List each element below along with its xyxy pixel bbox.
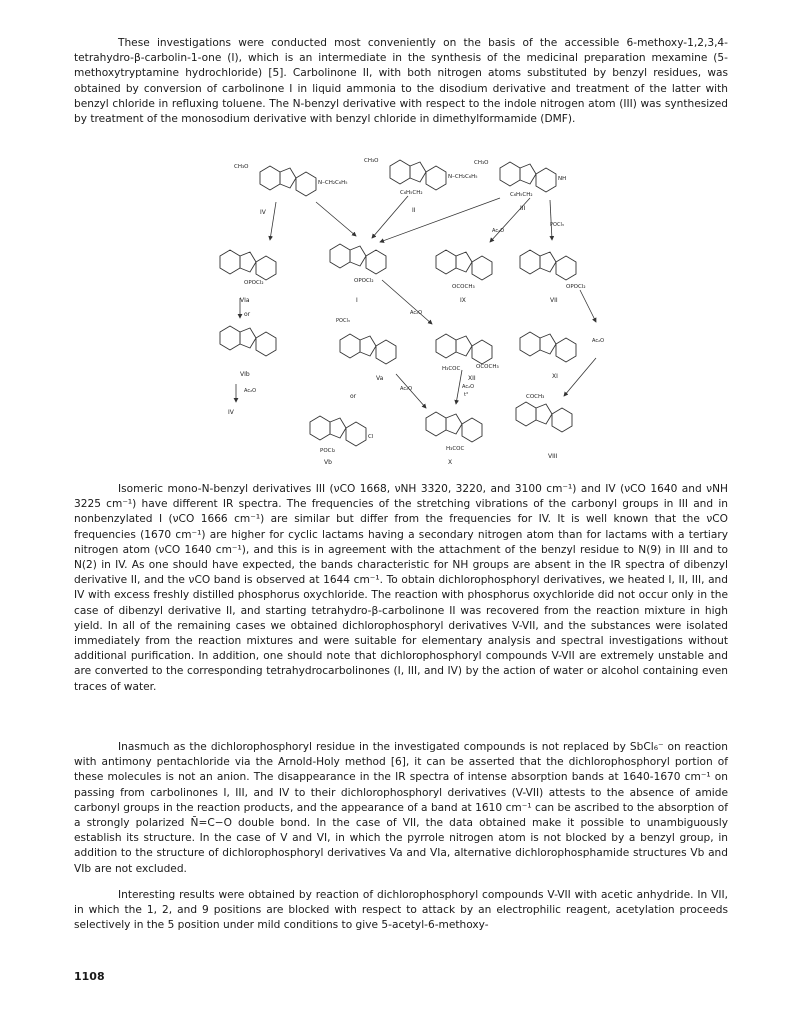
scheme-label-III: III (520, 205, 526, 212)
scheme-group-2: CH₃O (364, 158, 379, 164)
scheme-group-6: NH (558, 176, 567, 182)
scheme-label-VIII: VIII (548, 453, 558, 460)
scheme-group-9: OPOCl₂ (354, 278, 374, 284)
scheme-label-VII: VII (550, 297, 558, 304)
scheme-reagent-7: Ac₂O (592, 338, 605, 344)
scheme-label-IV-2: IV (228, 409, 234, 416)
paragraph-acetylation: Interesting results were obtained by reaction of dichlorophosphoryl compounds V-VII with acetic anhydride. In VII, in which the 1, 2, and 9 positions are blocked with respect to attack by an electrophilic reagent, acetylation proceeds selectively in the 5 position under mild conditions to give 5-acetyl-6-methoxy- (74, 889, 728, 932)
paragraph-dichlorophosphoryl: Inasmuch as the dichlorophosphoryl residue in the investigated compounds is not replaced by SbCl₆⁻ on reaction with antimony pentachloride via the Arnold-Holy method [6], it can be asserted that the dichlorophosphoryl portion of these molecules is not an anion. The disappearance in the IR spectra of intense absorption bands at 1640-1670 cm⁻¹ on passing from carbolinones I, III, and IV to their dichlorophosphoryl derivatives (V-VII) attests to the absence of amide carbonyl groups in the reaction products, and the appearance of a band at 1610 cm⁻¹ can be ascribed to the absorption of a strongly polarized N̄=C−O double bond. In the case of VII, the data obtained make it possible to unambiguously establish its structure. In the case of V and VI, in which the pyrrole nitrogen atom is not blocked by a benzyl group, in addition to the structure of dichlorophosphoryl derivatives Va and VIa, alternative dichlorophosphamide structures Vb and VIb are not excluded. (74, 741, 728, 875)
scheme-reagent-6: Ac₂O (462, 384, 475, 390)
scheme-group-4: C₆H₅CH₂ (400, 190, 423, 196)
scheme-reagent-2: Ac₂O (410, 310, 423, 316)
paragraph-ir-spectra: Isomeric mono-N-benzyl derivatives III (νCO 1668, νNH 3320, 3220, and 3100 cm⁻¹) and IV (νCO 1640 and νNH 3225 cm⁻¹) have different IR spectra. The frequencies of the stretching vibrations of the carbonyl groups in III and in nonbenzylated I (νCO 1666 cm⁻¹) are similar but differ from the frequencies for IV. It is well known that the νCO frequencies (1670 cm⁻¹) are higher for cyclic lactams having a secondary nitrogen atom than for lactams with a tertiary nitrogen atom (νCO 1640 cm⁻¹), and this is in agreement with the attachment of the benzyl residue to N(9) in III and to N(2) in IV. As one should have expected, the bands characteristic for NH groups are absent in the IR spectra of dibenzyl derivative II, and the νCO band is observed at 1644 cm⁻¹. To obtain dichlorophosphoryl derivatives, we heated I, II, III, and IV with excess freshly distilled phosphorus oxychloride. The reaction with phosphorus oxychloride did not occur only in the case of dibenzyl derivative II, and starting tetrahydro-β-carbolinone II was recovered from the reaction mixture in high yield. In all of the remaining cases we obtained dichlorophosphoryl derivatives V-VII, and the substances were isolated immediately from the reaction mixtures and were suitable for elementary analysis and spectral investigations without additional purification. In addition, one should note that dichlorophosphoryl compounds V-VII are extremely unstable and are converted to the corresponding tetrahydrocarbolinones (I, III, and IV) by the action of water or alcohol containing even traces of water. (74, 483, 728, 693)
scheme-reagent-5: Ac₂O (400, 386, 413, 392)
scheme-group-13: OCOCH₃ (476, 364, 499, 370)
scheme-reagent-1: Ac₂O (492, 228, 505, 234)
scheme-label-VIb: VIb (240, 371, 250, 378)
scheme-reagent-8: t° (464, 392, 469, 398)
scheme-group-5: CH₃O (474, 160, 489, 166)
scheme-label-IX: IX (460, 297, 466, 304)
scheme-label-VIa: VIa (240, 297, 250, 304)
paragraph-intro: These investigations were conducted most conveniently on the basis of the accessible 6-methoxy-1,2,3,4-tetrahydro-β-carbolin-1-one (I), which is an intermediate in the synthesis of the medicinal preparation mexamine (5-methoxytryptamine hydrochloride) [5]. Carbolinone II, with both nitrogen atoms substituted by benzyl residues, was obtained by conversion of carbolinone I in liquid ammonia to the disodium derivative and treatment of the latter with benzyl chloride in refluxing toluene. The N-benzyl derivative with respect to the indole nitrogen atom (III) was synthesized by treatment of the monosodium derivative with benzyl chloride in dimethylformamide (DMF). (74, 37, 728, 126)
scheme-label-II: II (412, 207, 416, 214)
scheme-group-16: POCl₂ (320, 448, 336, 454)
scheme-group-3: N–CH₂C₆H₅ (448, 174, 478, 180)
scheme-group-1: N–CH₂C₆H₅ (318, 180, 348, 186)
scheme-reagent-0: POCl₃ (550, 222, 564, 228)
scheme-group-14: H₃COC (446, 446, 465, 452)
reaction-scheme (200, 152, 620, 470)
scheme-group-12: H₃COC (442, 366, 461, 372)
scheme-label-XII: XII (468, 375, 476, 382)
scheme-label-Va: Va (376, 375, 384, 382)
scheme-group-15: COCH₃ (526, 394, 545, 400)
scheme-label-or-2: or (350, 393, 357, 400)
scheme-group-17: Cl (368, 434, 374, 440)
scheme-group-10: OCOCH₃ (452, 284, 475, 290)
scheme-group-11: OPOCl₂ (566, 284, 586, 290)
scheme-group-0: CH₃O (234, 164, 249, 170)
scheme-label-Vb: Vb (324, 459, 332, 466)
scheme-label-I: I (356, 297, 358, 304)
page-number: 1108 (74, 970, 105, 983)
scheme-reagent-3: POCl₃ (336, 318, 350, 324)
scheme-label-XI: XI (552, 373, 558, 380)
scheme-label-or-1: or (244, 311, 251, 318)
scheme-label-IV: IV (260, 209, 266, 216)
scheme-group-8: OPOCl₂ (244, 280, 264, 286)
scheme-group-7: C₆H₅CH₂ (510, 192, 533, 198)
scheme-reagent-4: Ac₂O (244, 388, 257, 394)
scheme-label-X: X (448, 459, 453, 466)
